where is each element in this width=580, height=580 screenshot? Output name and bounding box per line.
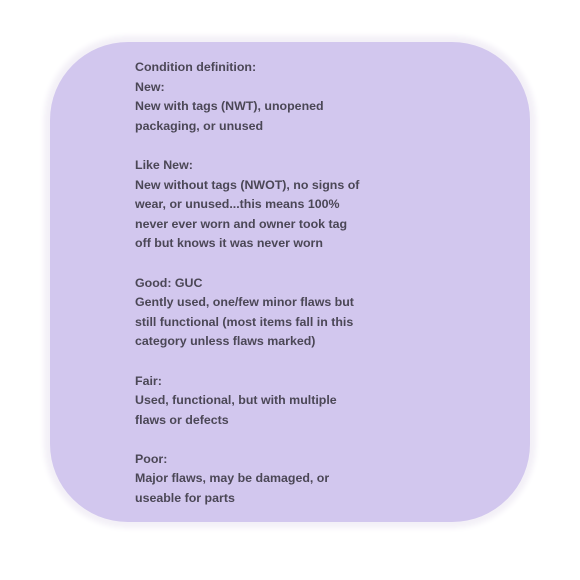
spacer	[135, 430, 435, 450]
section-new	[135, 78, 435, 137]
section-line: never ever worn and owner took tag	[135, 216, 348, 231]
section-fair	[135, 372, 435, 431]
section-title: Fair:	[135, 373, 162, 388]
section-like-new	[135, 156, 435, 254]
section-title: Like New:	[135, 157, 193, 172]
section-line: still functional (most items fall in this	[135, 314, 354, 329]
section-line: useable for parts	[135, 491, 235, 506]
spacer	[135, 136, 435, 156]
spacer	[135, 352, 435, 372]
section-title: Good: GUC	[135, 275, 203, 290]
section-line: wear, or unused...this means 100%	[135, 197, 340, 212]
section-line: off but knows it was never worn	[135, 236, 323, 251]
spacer	[135, 254, 435, 274]
section-title: New:	[135, 79, 165, 94]
section-line: Major flaws, may be damaged, or	[135, 471, 330, 486]
condition-definitions	[135, 58, 435, 509]
section-line: category unless flaws marked)	[135, 334, 316, 349]
heading: Condition definition:	[135, 60, 257, 74]
section-good	[135, 274, 435, 352]
section-title: Poor:	[135, 451, 168, 466]
section-line: New without tags (NWOT), no signs of	[135, 177, 360, 192]
section-line: Gently used, one/few minor flaws but	[135, 295, 354, 310]
section-poor	[135, 450, 435, 509]
section-line: flaws or defects	[135, 412, 229, 427]
section-line: Used, functional, but with multiple	[135, 393, 337, 408]
section-line: New with tags (NWT), unopened	[135, 99, 324, 114]
section-line: packaging, or unused	[135, 118, 264, 133]
